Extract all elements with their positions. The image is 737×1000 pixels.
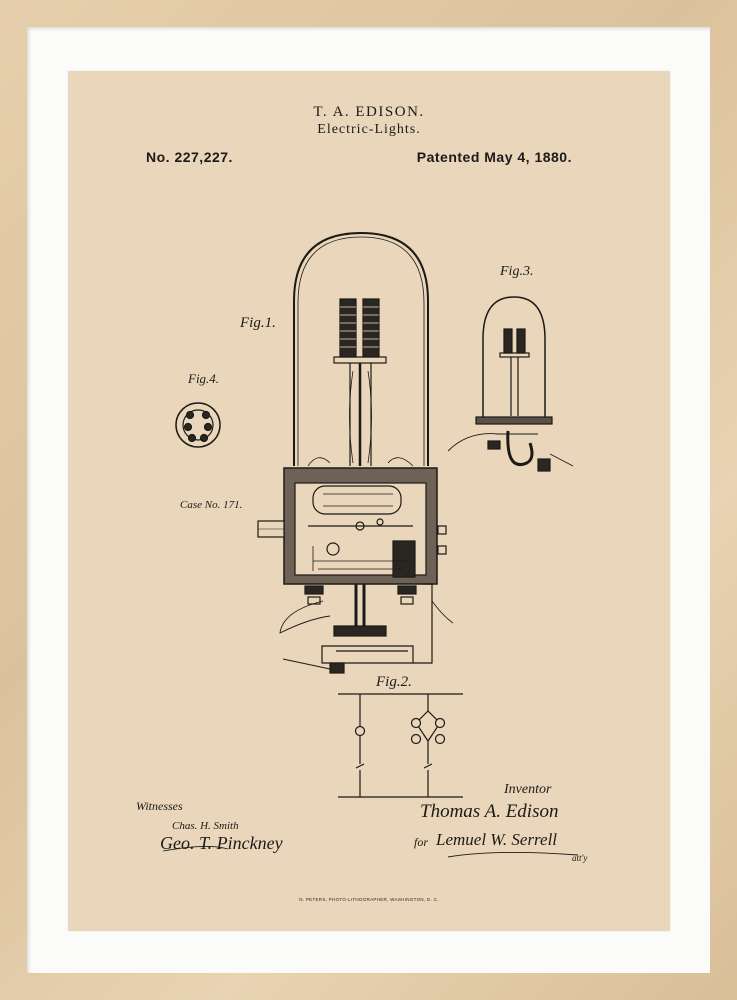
lithographer-credit: N. PETERS, PHOTO-LITHOGRAPHER, WASHINGTON, D. C. xyxy=(299,897,439,902)
fig3-label: Fig.3. xyxy=(500,264,534,279)
inventor-label: Inventor xyxy=(504,782,552,797)
witness-signature-2: Geo. T. Pinckney xyxy=(160,833,283,853)
inventor-signature: Thomas A. Edison xyxy=(420,801,559,822)
attorney-suffix: att'y xyxy=(572,853,588,863)
case-number: Case No. 171. xyxy=(180,499,243,511)
witness-signature-1: Chas. H. Smith xyxy=(172,820,239,832)
witnesses-label: Witnesses xyxy=(136,799,183,813)
fig1-label: Fig.1. xyxy=(240,315,276,331)
fig3-lamp-drawing xyxy=(448,297,573,471)
attorney-flourish xyxy=(448,852,578,857)
fig1-lamp-drawing xyxy=(258,233,453,673)
fig2-circuit-drawing xyxy=(338,694,463,797)
patent-date: Patented May 4, 1880. xyxy=(416,149,572,165)
fig4-section-drawing xyxy=(176,403,220,447)
inventor-heading: T. A. EDISON. xyxy=(313,104,425,120)
attorney-prefix: for xyxy=(414,835,429,849)
patent-print xyxy=(68,71,670,931)
patent-number: No. 227,227. xyxy=(146,149,233,165)
fig4-label: Fig.4. xyxy=(188,371,220,386)
attorney-signature: Lemuel W. Serrell xyxy=(436,830,558,849)
patent-subject: Electric-Lights. xyxy=(317,122,421,137)
fig2-label: Fig.2. xyxy=(376,674,412,690)
